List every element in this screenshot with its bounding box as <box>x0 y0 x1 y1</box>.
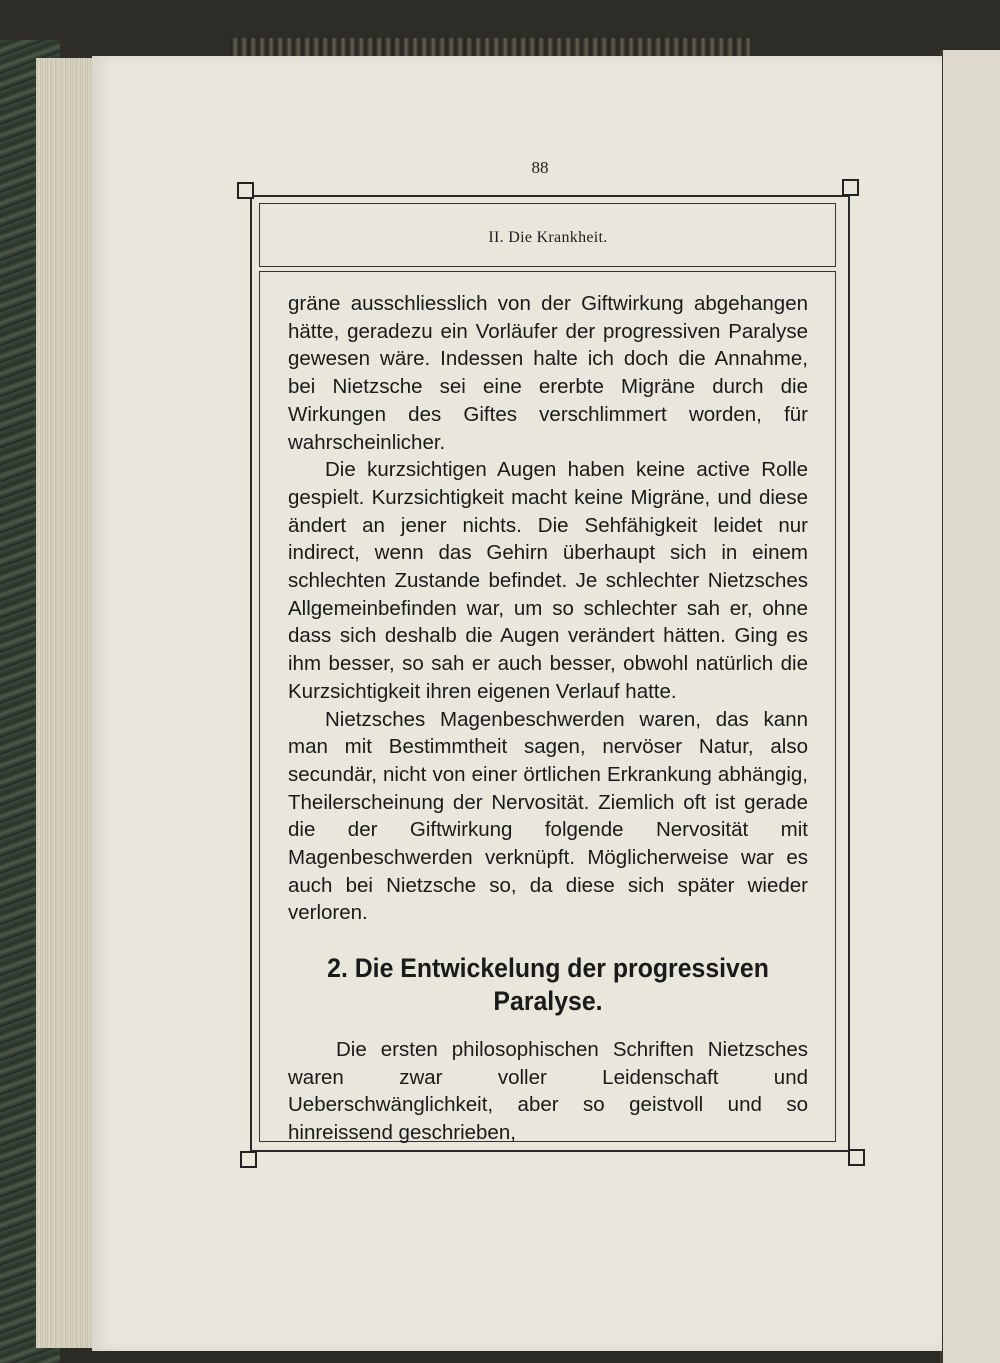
frame-left-line <box>250 195 252 1152</box>
frame-corner-top-right <box>842 179 859 196</box>
frame-corner-bottom-left <box>240 1151 257 1168</box>
frame-corner-top-left <box>237 182 254 199</box>
running-head: II. Die Krankheit. <box>488 229 608 246</box>
frame-right-line <box>848 195 850 1152</box>
paragraph: Die kurzsichtigen Augen haben keine active Rolle gespielt. Kurzsichtigkeit macht keine Migräne, und diese ändert an jener nichts. Die Sehfähigkeit leidet nur indirect, wenn das Gehirn überhaupt sich in einem schlechten Zustande befindet. Je schlechter Nietzsches Allgemeinbefinden war, um so schlechter sah er, ohne dass sich deshalb die Augen verändert hätten. Ging es ihm besser, so sah er auch besser, obwohl natürlich die Kurzsichtigkeit ihren eigenen Verlauf hatte. <box>288 458 808 703</box>
section-heading-line: 2. Die Entwickelung der progressiven <box>327 953 769 983</box>
facing-page-edge <box>940 50 1000 1363</box>
body-text <box>288 290 808 927</box>
section-heading-line: Paralyse. <box>493 986 603 1016</box>
paragraph: Nietzsches Magenbeschwerden waren, das kann man mit Bestimmtheit sagen, nervöser Natur, also secundär, nicht von einer örtlichen Erkrankung abhängig, Theilerscheinung der Nervosität. Ziemlich oft ist gerade die der Giftwirkung folgende Nervosität mit Magenbeschwerden verknüpft. Möglicherweise war es auch bei Nietzsche so, da diese sich später wieder verloren. <box>288 707 808 925</box>
section-heading <box>309 952 787 1018</box>
frame-bottom-line <box>250 1150 854 1152</box>
section-body-text <box>288 1036 808 1147</box>
paragraph: gräne ausschliesslich von der Giftwirkung abgehangen hätte, geradezu ein Vorläufer der progressiven Paralyse gewesen wäre. Indessen halte ich doch die Annahme, bei Nietzsche sei eine ererbte Migräne durch die Wirkungen des Giftes verschlimmert worden, für wahrscheinlicher. <box>288 292 808 454</box>
frame-corner-bottom-right <box>848 1149 865 1166</box>
page-number: 88 <box>531 158 549 177</box>
frame-top-line <box>250 195 850 197</box>
paragraph: Die ersten philosophischen Schriften Nietzsches waren zwar voller Leidenschaft und Ueberschwänglichkeit, aber so geistvoll und so hinreissend geschrieben, <box>288 1038 808 1145</box>
